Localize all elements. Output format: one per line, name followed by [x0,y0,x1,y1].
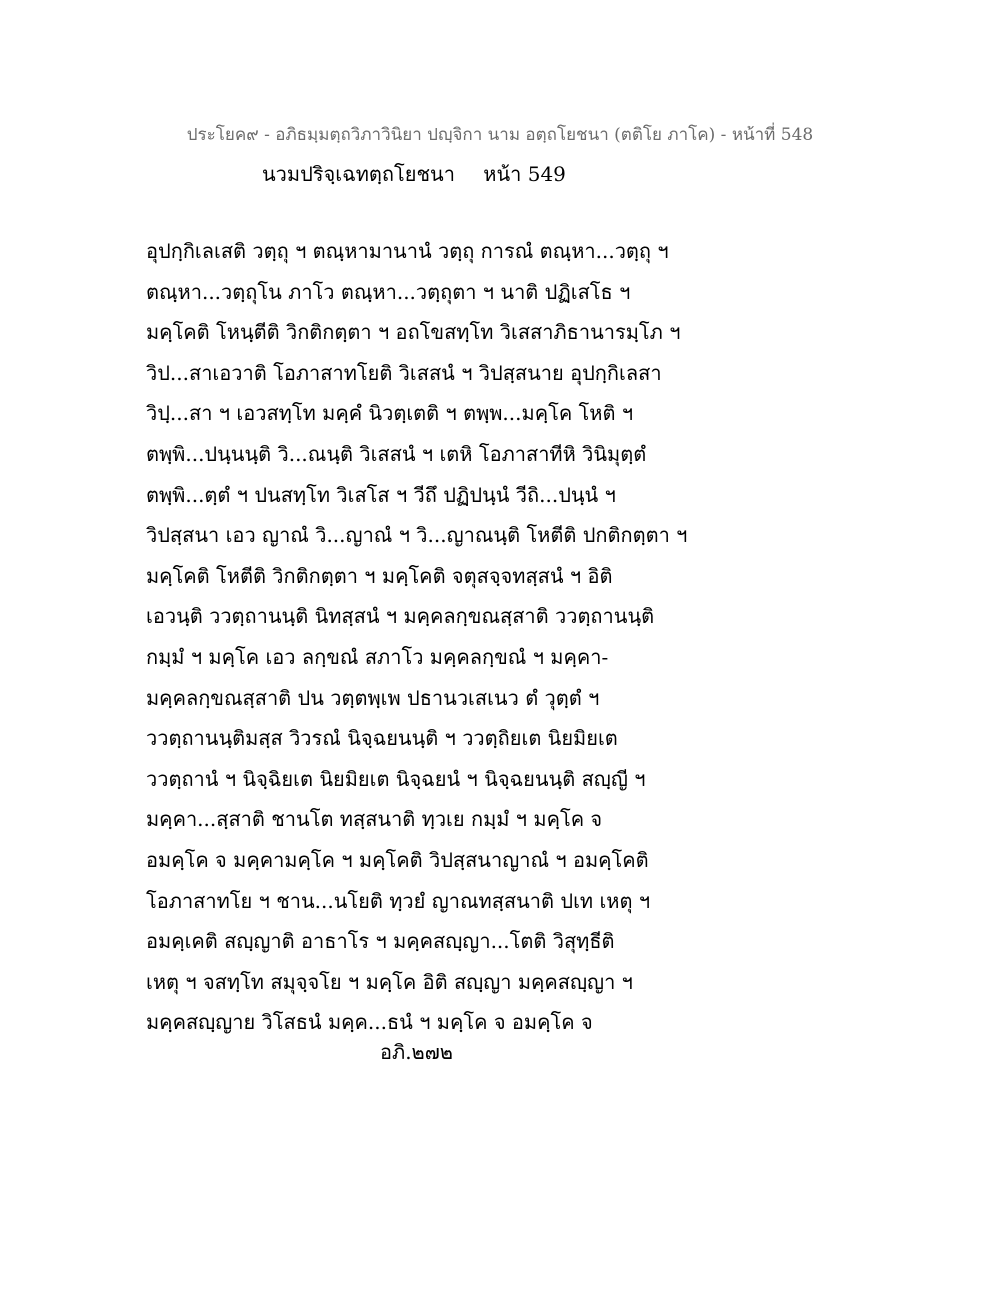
text-line: อมคฺโค จ มคฺคามคฺโค ฯ มคฺโคติ วิปสฺสนาญาณํ ฯ อมคฺโคติ [146,847,649,872]
text-line: ววตฺถานํ ฯ นิจฺฉิยเต นิยมิยเต นิจฺฉยนํ ฯ นิจฺฉยนนฺติ สญฺญี ฯ [146,766,646,791]
section-heading [262,158,566,190]
text-line: โอภาสาทโย ฯ ชาน...นโยติ ทฺวยํ ญาณทสฺสนาติ ปเท เหตุ ฯ [146,888,651,913]
text-line: มคฺโคติ โหตีติ วิกติกตฺตา ฯ มคฺโคติ จตุสจฺจทสฺสนํ ฯ อิติ [146,563,613,588]
text-line: วิป...สาเอวาติ โอภาสาทโยติ วิเสสนํ ฯ วิปสฺสนาย อุปกฺกิเลสา [146,360,662,385]
text-line: มคฺคา...สฺสาติ ชานโต ทสฺสนาติ ทฺวเย กมฺมํ ฯ มคฺโค จ [146,807,603,832]
text-line: มคฺคลกฺขณสฺสาติ ปน วตฺตพฺเพ ปธานวเสเนว ตํ วุตฺตํ ฯ [146,685,600,710]
text-line: ตพฺพิ...ปนฺนนฺติ วิ...ณนฺติ วิเสสนํ ฯ เตหิ โอภาสาทีหิ วินิมุตฺตํ [146,441,647,466]
footer-page-mark: อภิ.๒๗๒ [380,1040,453,1064]
text-line: เอวนฺติ ววตฺถานนฺติ นิทสฺสนํ ฯ มคฺคลกฺขณสฺสาติ ววตฺถานนฺติ [146,604,655,629]
text-line: วิปฺ...สา ฯ เอวสทฺโท มคฺคํ นิวตฺเตติ ฯ ตพฺพ...มคฺโค โหติ ฯ [146,401,634,426]
text-line: กมฺมํ ฯ มคฺโค เอว ลกฺขณํ สภาโว มคฺคลกฺขณํ ฯ มคฺคา- [146,644,609,669]
section-page-reference: หน้า 549 [483,162,566,186]
text-line: ตณฺหา...วตฺถุโน ภาโว ตณฺหา...วตฺถุตา ฯ นาติ ปฏิเสโธ ฯ [146,279,631,304]
text-line: มคฺโคติ โหนฺตีติ วิกติกตฺตา ฯ อถโขสทฺโท วิเสสาภิธานารมฺโภ ฯ [146,320,681,345]
section-title-text: นวมปริจฺเฉทตฺถโยชนา [262,162,455,186]
text-line: อมคฺเคติ สญฺญาติ อาธาโร ฯ มคฺคสญฺญา...โตติ วิสุทฺธีติ [146,929,615,954]
text-line: ววตฺถานนฺติมสฺส วิวรณํ นิจฺฉยนนฺติ ฯ ววตฺถิยเต นิยมิยเต [146,726,618,751]
running-header: ประโยค๙ - อภิธมฺมตฺถวิภาวินิยา ปญฺจิกา นาม อตฺถโยชนา (ตติโย ภาโค) - หน้าที่ 548 [186,125,814,145]
text-line: อุปกฺกิเลเสติ วตฺถุ ฯ ตณฺหามานานํ วตฺถุ การณํ ตณฺหา...วตฺถุ ฯ [146,239,669,263]
text-line: เหตุ ฯ จสทฺโท สมุจฺจโย ฯ มคฺโค อิติ สญฺญา มคฺคสญฺญา ฯ [146,969,633,994]
body-text [146,238,866,1050]
text-line: มคฺคสญฺญาย วิโสธนํ มคฺค...ธนํ ฯ มคฺโค จ อมคฺโค จ [146,1010,593,1035]
text-line: ตพฺพิ...ตฺตํ ฯ ปนสทฺโท วิเสโส ฯ วีถึ ปฏิปนฺนํ วีถิ...ปนฺนํ ฯ [146,482,616,507]
text-line: วิปสฺสนา เอว ญาณํ วิ...ญาณํ ฯ วิ...ญาณนฺติ โหตีติ ปกติกตฺตา ฯ [146,523,688,548]
